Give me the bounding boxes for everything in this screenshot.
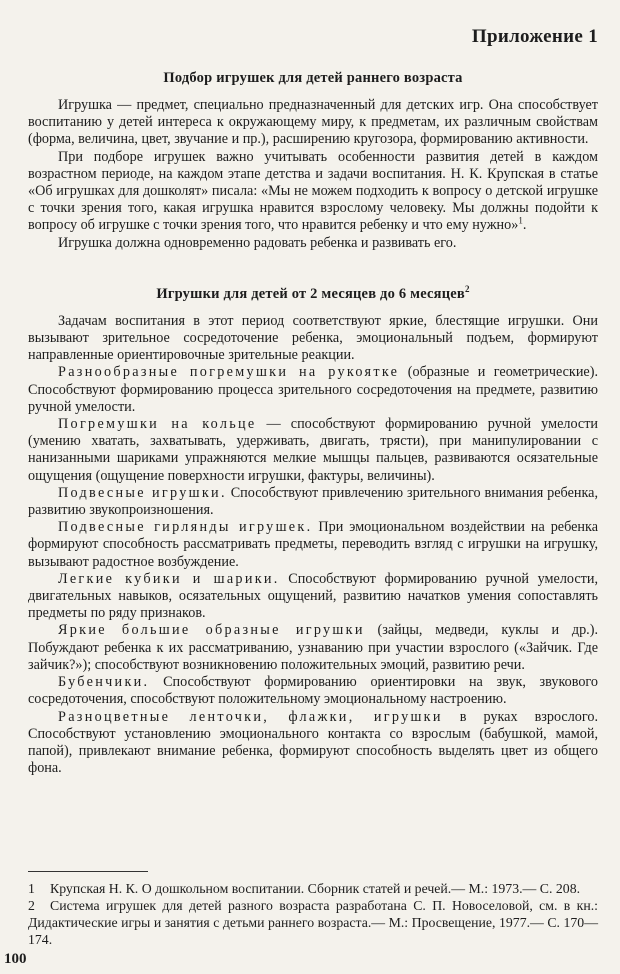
section-1-paragraph-2-text: При подборе игрушек важно учитывать особенности развития детей в каждом возрастном периоде, на каждом этапе детства и задачи воспитания. Н. К. Крупская в статье «Об игрушках для дошколят» писала: «Мы не можем подходить к вопросу о детской игрушке с точки зрения того, какая игрушка нравится взрослому человеку. Мы должны подойти к вопросу об игрушке с точки зрения того, что нравится ребенку и что ему нужно» — [28, 148, 598, 234]
appendix-label: Приложение 1 — [471, 26, 598, 47]
toy-item — [28, 519, 598, 571]
toy-item-term: Бубенчики. — [58, 674, 150, 691]
footnotes — [28, 871, 598, 948]
toy-item — [28, 364, 598, 416]
toy-item-text: в руках взрослого. Способствуют установлению эмоционального контакта со взрослым (бабушкой, мамой, папой), привлекают внимание ребенка, формируют способность выделять цвет из общего фона. — [28, 708, 598, 777]
toy-item — [28, 674, 598, 708]
footnote-ref-1: 1 — [518, 215, 523, 226]
section-1-paragraph-1: Игрушка — предмет, специально предназначенный для детских игр. Она способствует воспитанию у детей интереса к окружающему миру, к предметам, их различным свойствам (форма, величина, цвет, звучание и пр.), расширению кругозора, формированию активности. — [28, 97, 598, 148]
footnote-number: 1 — [28, 881, 35, 896]
section-2-title-text: Игрушки для детей от 2 месяцев до 6 месяцев — [156, 285, 465, 302]
footnote-text: Система игрушек для детей разного возраста разработана С. П. Новоселовой, см. в кн.: Дидактические игры и занятия с детьми раннего возраста.— М.: Просвещение, 1977.— С. 170—174. — [28, 898, 598, 947]
section-1-title: Подбор игрушек для детей раннего возраста — [163, 70, 463, 86]
section-1-paragraph-3: Игрушка должна одновременно радовать ребенка и развивать его. — [58, 234, 457, 251]
toy-item-term: Подвесные гирлянды игрушек. — [58, 519, 313, 536]
toy-item — [28, 622, 598, 674]
toy-item-text: (зайцы, медведи, куклы и др.). Побуждают ребенка к их рассматриванию, узнаванию при участии взрослого («Зайчик. Где зайчик?»); способствуют возникновению положительных эмоций, развитию речи. — [28, 622, 598, 673]
footnote-ref-2: 2 — [464, 284, 470, 294]
section-2-intro: Задачам воспитания в этот период соответствуют яркие, блестящие игрушки. Они вызывают зрительное сосредоточение ребенка, эмоциональный подъем, формируют направленные ориентировочные зрительные реакции. — [28, 312, 598, 364]
toy-item-text: (образные и геометрические). Способствуют формированию процесса зрительного сосредоточения на предмете, развитию ручной умелости. — [28, 364, 598, 415]
toy-item-term: Разноцветные ленточки, флажки, игрушки — [58, 708, 443, 725]
toy-item — [28, 416, 598, 485]
toy-item-text: Способствуют привлечению зрительного внимания ребенка, развитию звукопроизношения. — [28, 484, 598, 519]
toy-item-term: Разнообразные погремушки на рукоятке — [58, 364, 400, 381]
page-body — [28, 26, 598, 777]
section-1-paragraph-2: При подборе игрушек важно учитывать особенности развития детей в каждом возрастном периоде, на каждом этапе детства и задачи воспитания. Н. К. Крупская в статье «Об игрушках для дошколят» писала: «Мы не можем подходить к вопросу о детской игрушке с точки зрения того, какая игрушка нравится взрослому человеку. Мы должны подойти к вопросу об игрушке с точки зрения того, что нравится ребенку и что ему нужно»$^1$. — [28, 148, 598, 234]
toy-item — [28, 709, 598, 778]
toy-item-term: Погремушки на кольце — [58, 416, 257, 433]
page-number: 100 — [4, 951, 27, 967]
footnote-divider — [28, 871, 148, 872]
toy-item-text: Способствуют формированию ориентировки на звук, звукового сосредоточения, способствуют положительному эмоциональному настроению. — [28, 674, 598, 708]
toy-item-text: — способствуют формированию ручной умелости (умению хватать, захватывать, удерживать, двигать, трясти), при манипулировании с нанизанными шариками упражняются мелкие мышцы пальцев, развиваются осязательные ощущения (ощущение поверхности игрушки, фактуры, величины). — [28, 416, 598, 484]
toy-item — [28, 571, 598, 623]
toy-item-term: Подвесные игрушки. — [58, 484, 227, 501]
footnote-1 — [28, 880, 598, 897]
toy-item-term: Яркие большие образные игрушки — [58, 622, 365, 639]
footnote-2 — [28, 897, 598, 948]
toy-item-term: Легкие кубики и шарики. — [58, 570, 280, 587]
toy-item — [28, 485, 598, 519]
footnote-text: Крупская Н. К. О дошкольном воспитании. Сборник статей и речей.— М.: 1973.— С. 208. — [50, 881, 581, 896]
section-2-title — [28, 286, 598, 303]
footnote-number: 2 — [28, 898, 35, 913]
toy-item-text: При эмоциональном воздействии на ребенка формируют способность рассматривать предметы, переводить взгляд с игрушки на игрушку, вызывают радостное возбуждение. — [28, 519, 598, 570]
toy-item-text: Способствуют формированию ручной умелости, двигательных навыков, осязательных ощущений, развитию начатков умения сопоставлять предметы по ряду признаков. — [28, 570, 598, 622]
